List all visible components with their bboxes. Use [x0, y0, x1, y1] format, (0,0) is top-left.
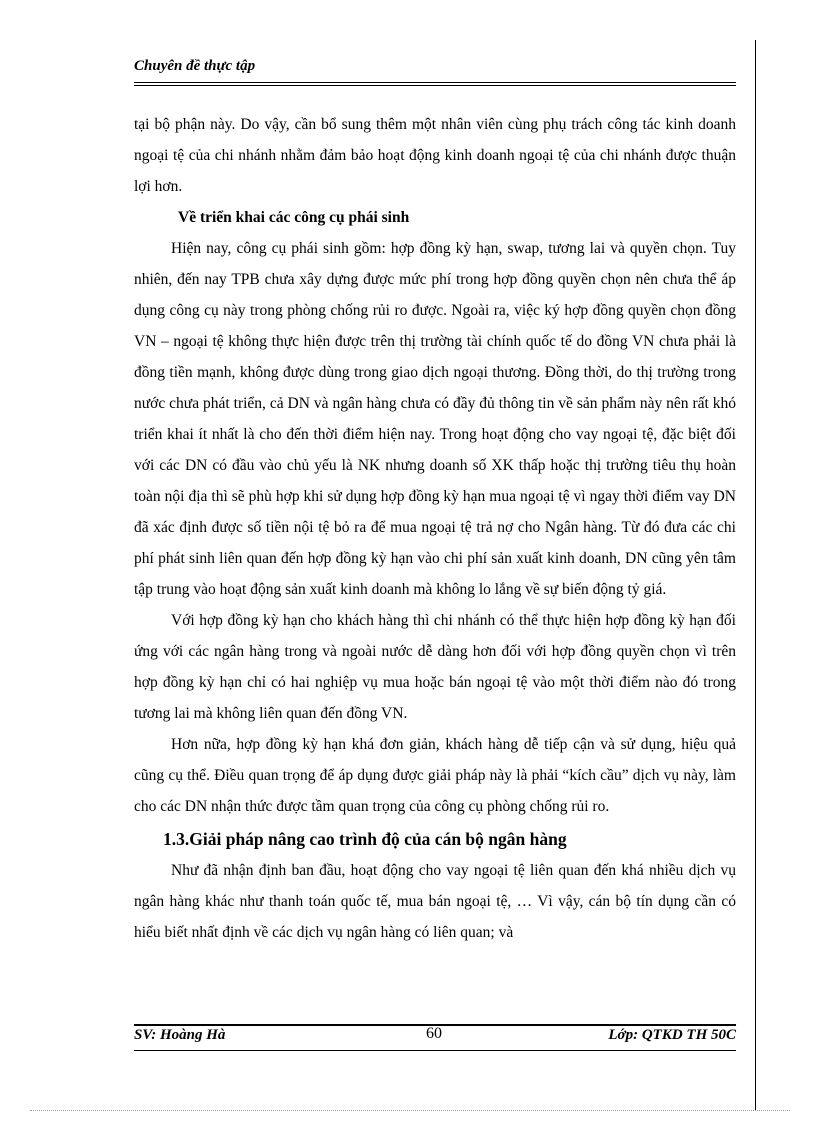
section-heading: 1.3.Giải pháp nâng cao trình độ của cán bộ ngân hàng: [163, 829, 567, 849]
footer-underline: [134, 1050, 736, 1051]
page-bottom-dotted-line: [30, 1110, 790, 1111]
footer-student: SV: Hoàng Hà: [134, 1027, 226, 1043]
running-header: Chuyên đề thực tập: [134, 58, 256, 74]
running-footer: [134, 1027, 736, 1051]
footer-class: Lớp: QTKD TH 50C: [608, 1027, 736, 1043]
page-body: [134, 109, 736, 948]
page-number: 60: [426, 1025, 442, 1042]
page-margin-line: [755, 40, 756, 1110]
paragraph-staff: Như đã nhận định ban đầu, hoạt động cho vay ngoại tệ liên quan đến khá nhiều dịch vụ ngân hàng khác như thanh toán quốc tế, mua bán ngoại tệ, … Vì vậy, cán bộ tín dụng cần có hiểu biết nhất định về các dịch vụ ngân hàng có liên quan; và: [134, 862, 736, 941]
paragraph-continuation: tại bộ phận này. Do vậy, cần bổ sung thêm một nhân viên cùng phụ trách công tác kinh doanh ngoại tệ của chi nhánh nhằm đảm bảo hoạt động kinh doanh ngoại tệ của chi nhánh được thuận lợi hơn.: [134, 116, 736, 195]
paragraph-advantages: Hơn nữa, hợp đồng kỳ hạn khá đơn giản, khách hàng dễ tiếp cận và sử dụng, hiệu quả cũng cụ thể. Điều quan trọng để áp dụng được giải pháp này là phải “kích cầu” dịch vụ này, làm cho các DN nhận thức được tầm quan trọng của công cụ phòng chống rủi ro.: [134, 736, 736, 815]
paragraph-forward-contract: Với hợp đồng kỳ hạn cho khách hàng thì chi nhánh có thể thực hiện hợp đồng kỳ hạn đối ứng với các ngân hàng trong và ngoài nước dễ dàng hơn đối với hợp đồng quyền chọn vì trên hợp đồng kỳ hạn chỉ có hai nghiệp vụ mua hoặc bán ngoại tệ vào một thời điểm nào đó trong tương lai mà không liên quan đến đồng VN.: [134, 612, 736, 722]
paragraph-derivatives: Hiện nay, công cụ phái sinh gồm: hợp đồng kỳ hạn, swap, tương lai và quyền chọn. Tuy nhiên, đến nay TPB chưa xây dựng được mức phí trong hợp đồng quyền chọn nên chưa thể áp dụng công cụ này trong phòng chống rủi ro được. Ngoài ra, việc ký hợp đồng quyền chọn đồng VN – ngoại tệ không thực hiện được trên thị trường tài chính quốc tế do đồng VN chưa phải là đồng tiền mạnh, không được dùng trong giao dịch ngoại thương. Đồng thời, do thị trường trong nước chưa phát triển, cả DN và ngân hàng chưa có đầy đủ thông tin về sản phẩm này nên rất khó triển khai ít nhất là cho đến thời điểm hiện nay. Trong hoạt động cho vay ngoại tệ, đặc biệt đối với các DN có đầu vào chủ yếu là NK nhưng doanh số XK thấp hoặc thị trường tiêu thụ hoàn toàn nội địa thì sẽ phù hợp khi sử dụng hợp đồng kỳ hạn mua ngoại tệ vì ngay thời điểm vay DN đã xác định được số tiền nội tệ bỏ ra để mua ngoại tệ trả nợ cho Ngân hàng. Từ đó đưa các chi phí phát sinh liên quan đến hợp đồng kỳ hạn vào chi phí sản xuất kinh doanh, DN cũng yên tâm tập trung vào hoạt động sản xuất kinh doanh mà không lo lắng về sự biến động tỷ giá.: [134, 240, 736, 598]
sub-heading: Về triển khai các công cụ phái sinh: [178, 209, 410, 226]
header-rule: [134, 82, 736, 86]
